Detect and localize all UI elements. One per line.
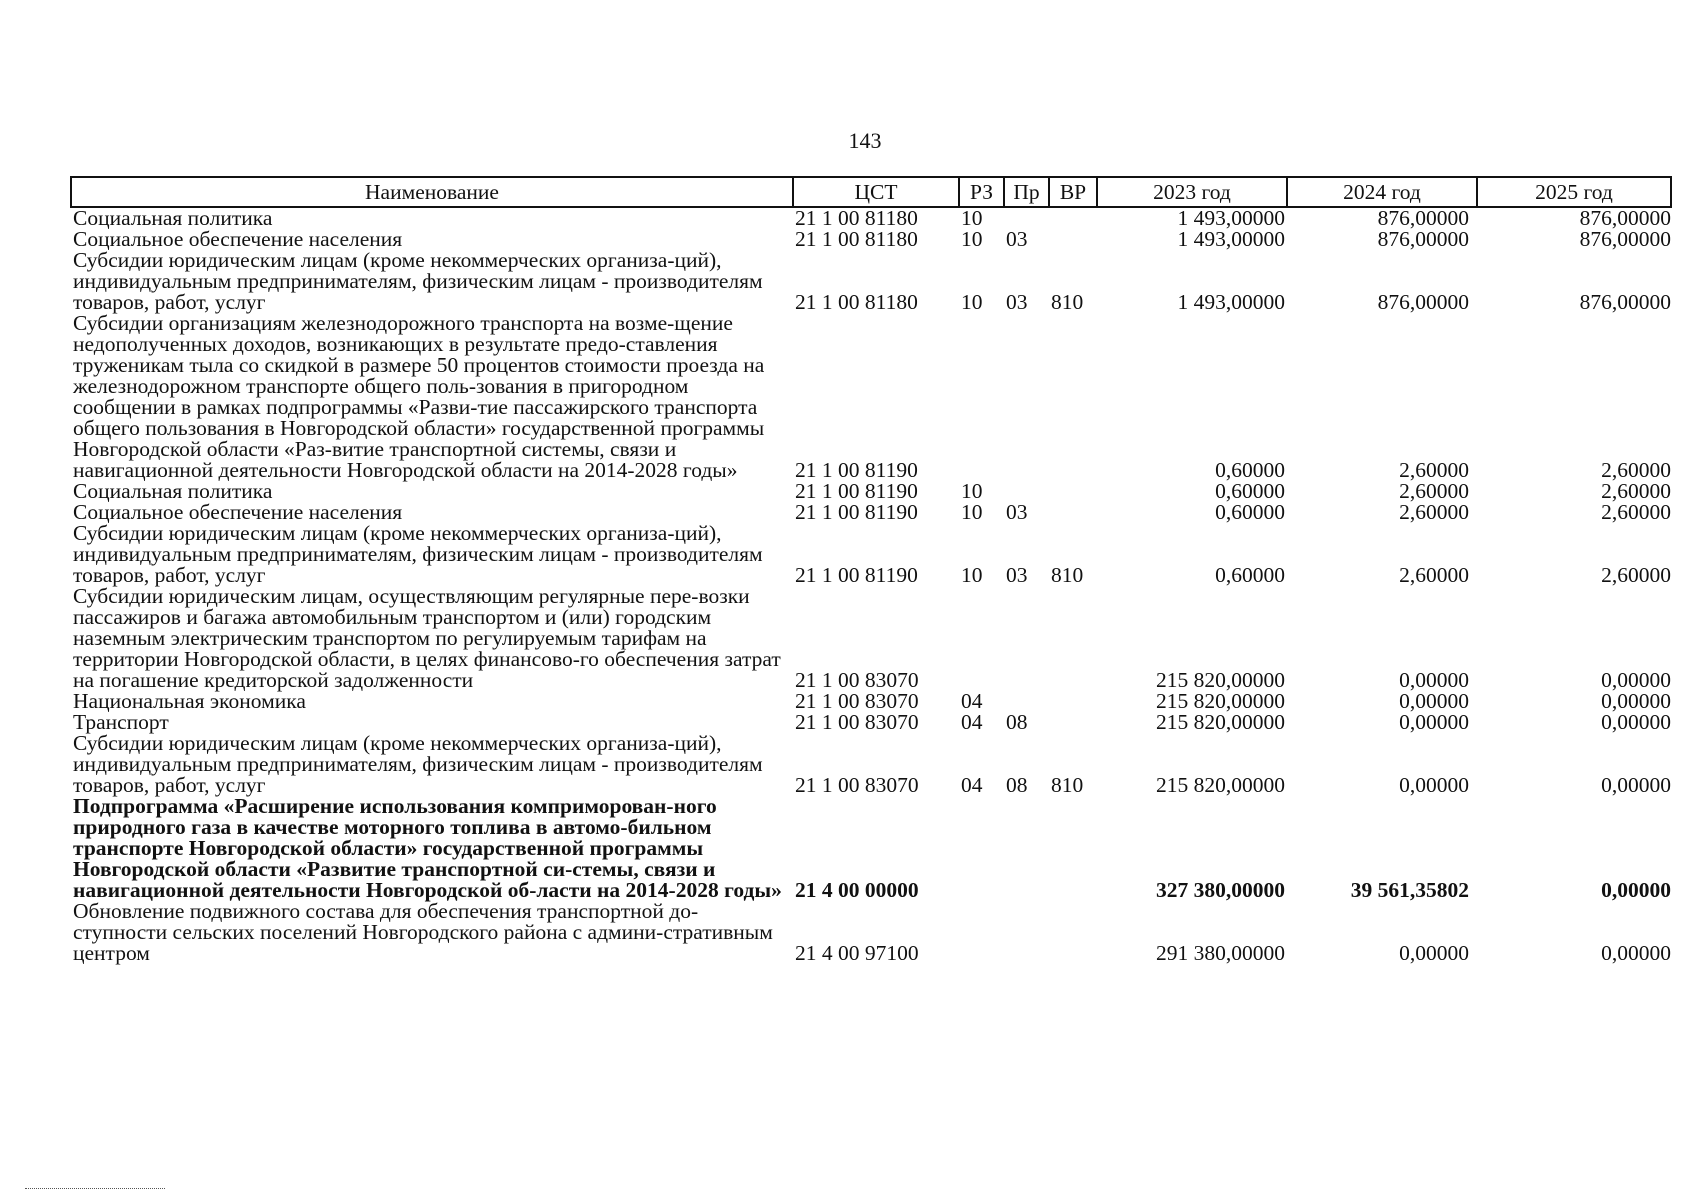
cell-y2025: 0,00000	[1601, 668, 1671, 692]
cell-y2025: 2,60000	[1601, 500, 1671, 524]
cell-y2023: 215 820,00000	[1156, 668, 1285, 692]
cell-y2024: 39 561,35802	[1350, 878, 1469, 902]
cell-name: Национальная экономика	[73, 689, 306, 713]
cell-y2023: 0,60000	[1215, 500, 1285, 524]
cell-y2024: 876,00000	[1377, 290, 1469, 314]
cell-y2024: 0,00000	[1399, 668, 1469, 692]
cell-y2023: 0,60000	[1215, 563, 1285, 587]
header-vr: ВР	[1049, 177, 1097, 207]
cell-y2024: 0,00000	[1399, 710, 1469, 734]
table-row	[71, 313, 1671, 481]
cell-y2023: 1 493,00000	[1177, 290, 1285, 314]
table-row	[71, 733, 1671, 796]
table-row	[71, 712, 1671, 733]
cell-y2025: 2,60000	[1601, 458, 1671, 482]
header-pr: Пр	[1004, 177, 1049, 207]
cell-cst: 21 1 00 81190	[795, 458, 918, 482]
cell-vr	[1049, 712, 1097, 733]
cell-pr	[1004, 691, 1049, 712]
cell-cst: 21 1 00 83070	[795, 710, 919, 734]
footer-divider	[25, 1188, 165, 1189]
cell-rz: 10	[961, 227, 983, 251]
cell-y2024: 0,00000	[1399, 941, 1469, 965]
table-row	[71, 586, 1671, 691]
cell-name: Субсидии организациям железнодорожного транспорта на возме-щение недополученных доходов, возникающих в результате предо-ставления труженикам тыла со скидкой в размере 50 процентов стоимости проезда на железнодорожном транспорте общего поль-зования в пригородном сообщении в рамках подпрограммы «Разви-тие пассажирского транспорта общего пользования в Новгородской области» государственной программы Новгородской области «Раз-витие транспортной системы, связи и навигационной деятельности Новгородской области на 2014-2028 годы»	[73, 311, 765, 482]
cell-pr	[1004, 313, 1049, 481]
cell-vr: 810	[1051, 290, 1084, 314]
cell-y2023: 215 820,00000	[1156, 689, 1285, 713]
cell-name: Подпрограмма «Расширение использования комприморован-ного природного газа в качестве моторного топлива в автомо-бильном транспорте Новгородской области» государственной программы Новгородской области «Развитие транспортной си-стемы, связи и навигационной деятельности Новгородской об-ласти на 2014-2028 годы»	[73, 794, 782, 902]
cell-cst: 21 4 00 97100	[795, 941, 919, 965]
cell-rz: 10	[961, 563, 983, 587]
table-row	[71, 691, 1671, 712]
table-row	[71, 523, 1671, 586]
page-number: 143	[848, 128, 882, 153]
cell-pr: 03	[1006, 290, 1028, 314]
cell-y2025: 0,00000	[1601, 689, 1671, 713]
table-row	[71, 229, 1671, 250]
cell-cst: 21 1 00 83070	[795, 668, 919, 692]
cell-pr	[1004, 481, 1049, 502]
cell-y2025: 0,00000	[1601, 878, 1671, 902]
cell-cst: 21 1 00 81180	[795, 206, 918, 230]
cell-y2025: 2,60000	[1601, 479, 1671, 503]
cell-rz: 10	[961, 290, 983, 314]
cell-y2023: 215 820,00000	[1156, 773, 1285, 797]
header-rz: РЗ	[959, 177, 1004, 207]
cell-name: Субсидии юридическим лицам (кроме некоммерческих организа-ций), индивидуальным предпринимателям, физическим лицам - производителям товаров, работ, услуг	[73, 248, 763, 314]
cell-pr	[1004, 901, 1049, 964]
cell-name: Социальное обеспечение населения	[73, 227, 403, 251]
cell-y2024: 2,60000	[1399, 500, 1469, 524]
cell-rz	[959, 586, 1004, 691]
cell-y2025: 876,00000	[1579, 206, 1671, 230]
cell-vr	[1049, 229, 1097, 250]
cell-pr	[1004, 796, 1049, 901]
cell-vr	[1049, 481, 1097, 502]
table-header	[71, 177, 1671, 207]
cell-pr: 08	[1006, 773, 1028, 797]
cell-y2023: 1 493,00000	[1177, 227, 1285, 251]
cell-name: Социальное обеспечение населения	[73, 500, 403, 524]
cell-vr: 810	[1051, 563, 1084, 587]
cell-vr	[1049, 207, 1097, 229]
cell-pr: 03	[1006, 227, 1028, 251]
cell-rz: 10	[961, 500, 983, 524]
cell-rz	[959, 313, 1004, 481]
cell-name: Субсидии юридическим лицам (кроме некоммерческих организа-ций), индивидуальным предпринимателям, физическим лицам - производителям товаров, работ, услуг	[73, 731, 763, 797]
table-row	[71, 502, 1671, 523]
cell-pr	[1004, 207, 1049, 229]
cell-pr	[1004, 586, 1049, 691]
cell-cst: 21 1 00 81190	[795, 500, 918, 524]
cell-name: Субсидии юридическим лицам (кроме некоммерческих организа-ций), индивидуальным предпринимателям, физическим лицам - производителям товаров, работ, услуг	[73, 521, 763, 587]
table-row	[71, 481, 1671, 502]
cell-rz: 04	[961, 710, 983, 734]
cell-y2023: 1 493,00000	[1177, 206, 1285, 230]
cell-y2024: 876,00000	[1377, 206, 1469, 230]
cell-name: Транспорт	[73, 710, 169, 734]
header-name: Наименование	[71, 177, 793, 207]
cell-y2025: 2,60000	[1601, 563, 1671, 587]
cell-pr: 03	[1006, 500, 1028, 524]
header-cst: ЦСТ	[793, 177, 959, 207]
cell-pr: 03	[1006, 563, 1028, 587]
table-row	[71, 250, 1671, 313]
cell-rz	[959, 901, 1004, 964]
cell-vr	[1049, 901, 1097, 964]
cell-y2023: 327 380,00000	[1156, 878, 1285, 902]
cell-cst: 21 4 00 00000	[795, 878, 919, 902]
cell-cst: 21 1 00 83070	[795, 773, 919, 797]
table-body	[71, 207, 1671, 964]
cell-vr	[1049, 313, 1097, 481]
header-2023: 2023 год	[1097, 177, 1287, 207]
cell-y2023: 0,60000	[1215, 458, 1285, 482]
cell-rz: 10	[961, 479, 983, 503]
cell-y2023: 215 820,00000	[1156, 710, 1285, 734]
table-row	[71, 796, 1671, 901]
cell-name: Обновление подвижного состава для обеспечения транспортной до-ступности сельских поселений Новгородского района с админи-стративным центром	[73, 899, 773, 965]
cell-cst: 21 1 00 81180	[795, 290, 918, 314]
header-2024: 2024 год	[1287, 177, 1477, 207]
table-row	[71, 901, 1671, 964]
cell-cst: 21 1 00 83070	[795, 689, 919, 713]
cell-y2024: 2,60000	[1399, 458, 1469, 482]
cell-rz	[959, 796, 1004, 901]
cell-y2025: 0,00000	[1601, 773, 1671, 797]
cell-y2024: 2,60000	[1399, 563, 1469, 587]
cell-name: Социальная политика	[73, 206, 273, 230]
cell-vr	[1049, 502, 1097, 523]
cell-y2024: 876,00000	[1377, 227, 1469, 251]
cell-y2025: 876,00000	[1579, 227, 1671, 251]
cell-y2024: 2,60000	[1399, 479, 1469, 503]
cell-cst: 21 1 00 81190	[795, 479, 918, 503]
header-2025: 2025 год	[1477, 177, 1671, 207]
cell-name: Социальная политика	[73, 479, 273, 503]
cell-rz: 04	[961, 689, 983, 713]
cell-vr	[1049, 691, 1097, 712]
cell-cst: 21 1 00 81180	[795, 227, 918, 251]
cell-y2024: 0,00000	[1399, 773, 1469, 797]
cell-rz: 10	[961, 206, 983, 230]
cell-vr	[1049, 586, 1097, 691]
cell-name: Субсидии юридическим лицам, осуществляющим регулярные пере-возки пассажиров и багажа автомобильным транспортом и (или) городским наземным электрическим транспортом по регулируемым тарифам на территории Новгородской области, в целях финансово-го обеспечения затрат на погашение кредиторской задолженности	[73, 584, 781, 692]
table-row	[71, 207, 1671, 229]
cell-y2025: 876,00000	[1579, 290, 1671, 314]
cell-cst: 21 1 00 81190	[795, 563, 918, 587]
cell-vr: 810	[1051, 773, 1084, 797]
cell-y2025: 0,00000	[1601, 941, 1671, 965]
cell-y2023: 0,60000	[1215, 479, 1285, 503]
cell-y2023: 291 380,00000	[1156, 941, 1285, 965]
cell-pr: 08	[1006, 710, 1028, 734]
cell-y2024: 0,00000	[1399, 689, 1469, 713]
cell-vr	[1049, 796, 1097, 901]
cell-rz: 04	[961, 773, 983, 797]
cell-y2025: 0,00000	[1601, 710, 1671, 734]
budget-table	[70, 176, 1672, 964]
